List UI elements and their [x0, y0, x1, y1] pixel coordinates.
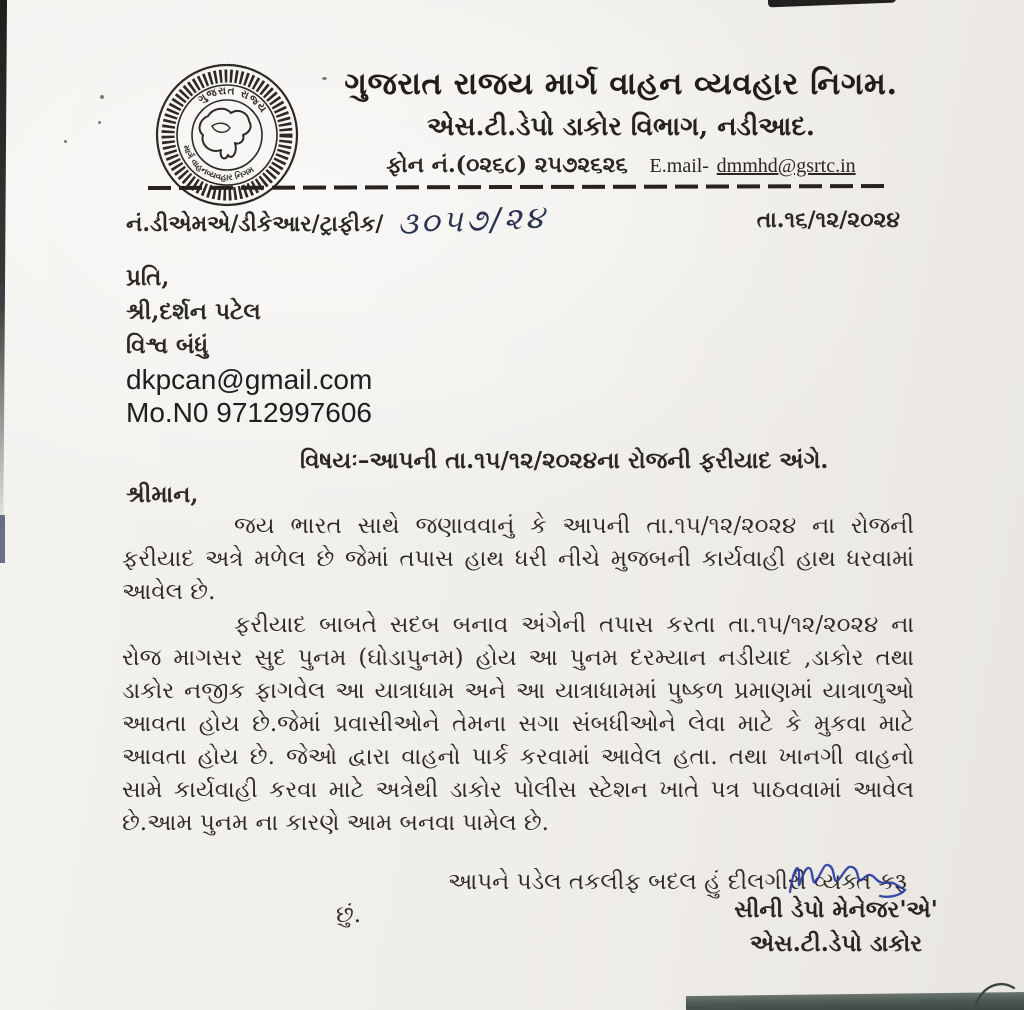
seal-bottom-text: માર્ગ વાહનવ્યવહાર નિગમ: [180, 143, 257, 184]
scan-edge-mark: [0, 285, 4, 305]
seal-top-text: ગુજરાત રાજ્ય: [195, 84, 270, 116]
gujarat-map-shape: [200, 109, 251, 159]
closing-line: આપને પડેલ તકલીફ બદલ હું દીલગીરી વ્યક્ત કરૂ છું.: [336, 869, 907, 928]
subject-line: વિષયઃ–આપની તા.૧૫/૧૨/૨૦૨૪ના રોજની ફરીયાદ અંગે.: [300, 447, 829, 474]
signature-block: [688, 852, 984, 957]
email-address: dmmhd@gsrtc.in: [716, 155, 856, 177]
body-paragraph-2: ફરીયાદ બાબતે સદબ બનાવ અંગેની તપાસ કરતા તા.૧૫/૧૨/૨૦૨૪ ના રોજ માગસર સુદ પુનમ (ઘોડાપુનમ) હોય આ પુનમ દરમ્યાન નડીયાદ ,ડાકોર તથા ડાકોર નજીક ફાગવેલ આ યાત્રાધામ અને આ યાત્રાધામમાં પુષ્કળ પ્રમાણમાં યાત્રાળુઓ આવતા હોય છે.જેમાં પ્રવાસીઓને તેમના સગા સંબધીઓને લેવા માટે કે મુકવા માટે આવતા હોય છે. જેઓ દ્વારા વાહનો પાર્ક કરવામાં આવેલ હતા. તથા ખાનગી વાહનો સામે કાર્યવાહી કરવા માટે અત્રેથી ડાકોર પોલીસ સ્ટેશન ખાતે પત્ર પાઠવવામાં આવેલ છે.આમ પુનમ ના કારણે આમ બનવા પામેલ છે.: [122, 612, 914, 836]
addressee-block: [126, 261, 372, 429]
paper-speck: [98, 121, 101, 124]
reference-row: [126, 199, 900, 243]
phone-number: ફોન નં.(૦૨૬૮) ૨૫૭૨૬૨૬: [386, 152, 628, 178]
letterhead: [268, 66, 974, 178]
contact-row: [268, 152, 974, 178]
reference-number-handwritten: ૩૦૫૭/૨૪: [396, 199, 549, 243]
addressee-email: dkpcan@gmail.com: [126, 364, 373, 395]
gujarat-map-detail: [212, 123, 230, 132]
scan-edge-top: [768, 0, 896, 7]
letter-date: તા.૧૬/૧૨/૨૦૨૪: [756, 207, 900, 233]
scan-edge-left: [0, 0, 7, 540]
email-label: E.mail-: [649, 155, 709, 177]
reference-prefix: નં.ડીએમએ/ડીકેઆર/ટ્રાફીક/: [126, 211, 384, 237]
depot-line: એસ.ટી.ડેપો ડાકોર વિભાગ, નડીઆદ.: [427, 112, 815, 142]
body-paragraph-1: જય ભારત સાથે જણાવવાનું કે આપની તા.૧૫/૧૨/૨૦૨૪ ના રોજની ફરીયાદ અત્રે મળેલ છે જેમાં તપાસ હાથ ધરી નીચે મુજબની કાર્યવાહી હાથ ધરવામાં આવેલ છે.: [122, 513, 914, 605]
paper-speck: [100, 95, 104, 99]
stray-pen-mark: [972, 978, 1018, 1006]
paper-speck: [64, 140, 67, 143]
addressee-org: વિશ્વ બંધું: [126, 332, 209, 359]
addressee-mobile: Mo.N0 9712997606: [126, 397, 372, 428]
reference-number: [126, 199, 549, 243]
salutation: શ્રીમાન,: [126, 481, 199, 508]
to-label: પ્રતિ,: [126, 264, 170, 291]
org-name: ગુજરાત રાજય માર્ગ વાહન વ્યવહાર નિગમ.: [344, 66, 898, 102]
signatory-depot: એસ.ટી.ડેપો ડાકોર: [749, 930, 923, 957]
addressee-name: શ્રી,દર્શન પટેલ: [126, 298, 261, 325]
scan-edge-mark: [0, 515, 5, 563]
header-divider: [148, 184, 892, 190]
signatory-title: સીની ડેપો મેનેજર'એ': [734, 896, 938, 923]
